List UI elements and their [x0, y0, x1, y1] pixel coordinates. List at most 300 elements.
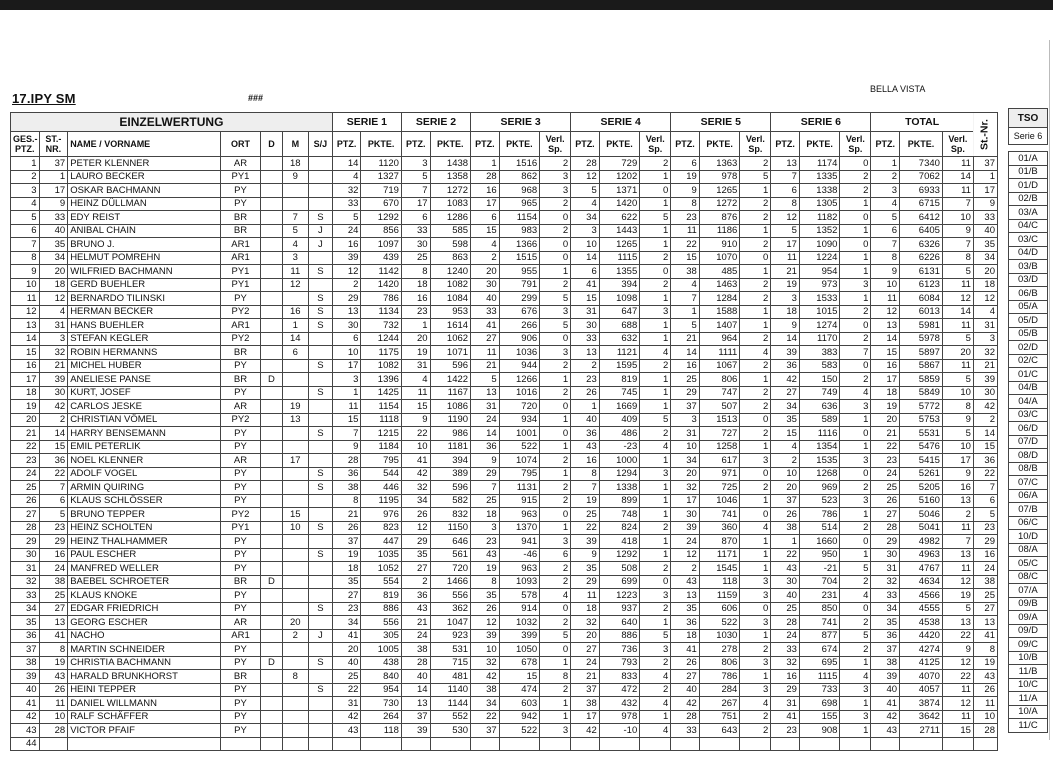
s4-pkte-cell: 418 [599, 535, 640, 549]
ort-cell: PY [220, 562, 261, 576]
s4-pkte-cell: 1265 [599, 238, 640, 252]
s5-ptz-cell: 25 [671, 373, 700, 387]
s3-verl-cell: 2 [540, 616, 571, 630]
start-no-cell: 1 [39, 170, 68, 184]
rank-cell: 30 [11, 548, 40, 562]
s5-pkte-cell: 617 [699, 454, 740, 468]
s3-ptz-cell: 21 [471, 359, 500, 373]
s5-ptz-cell: 19 [671, 170, 700, 184]
tso-cell: 07/D [1009, 435, 1048, 449]
sj-header: S/J [308, 132, 332, 157]
ort-cell: PY1 [220, 278, 261, 292]
table-row [11, 440, 998, 454]
s3-ptz-cell: 1 [471, 157, 500, 171]
ort-cell: PY [220, 697, 261, 711]
s4-ptz-cell: 42 [571, 724, 600, 738]
s1-pkte-cell: 819 [361, 589, 402, 603]
total-pkte-cell: 6715 [900, 197, 943, 211]
table-row [11, 562, 998, 576]
total-ptz-cell: 5 [871, 211, 900, 225]
s6-ptz-cell: 29 [771, 683, 800, 697]
d-cell [261, 278, 282, 292]
tso-body [1009, 145, 1048, 733]
s4-ptz-cell: 27 [571, 643, 600, 657]
m-cell: 16 [282, 305, 308, 319]
s5-ptz-cell: 8 [671, 197, 700, 211]
total-verl-cell: 5 [942, 427, 973, 441]
s5-pkte-cell: 1545 [699, 562, 740, 576]
sj-cell [308, 251, 332, 265]
s1-pkte-cell: 886 [361, 602, 402, 616]
s1-pkte-cell: 976 [361, 508, 402, 522]
ort-cell: AR [220, 616, 261, 630]
s1-ptz-cell: 30 [332, 319, 361, 333]
s3-pkte-cell: 522 [499, 724, 540, 738]
total-pkte-cell: 4125 [900, 656, 943, 670]
total-ptz-cell: 32 [871, 575, 900, 589]
total-ptz-cell: 14 [871, 332, 900, 346]
event-code: ### [248, 93, 264, 103]
s3-verl-cell: 1 [540, 521, 571, 535]
s2-pkte-cell: 582 [430, 494, 471, 508]
s4-verl-cell: 1 [640, 332, 671, 346]
start-no-cell: 21 [39, 359, 68, 373]
s3-pkte-cell: 944 [499, 359, 540, 373]
m-cell: 19 [282, 400, 308, 414]
s5-pkte-cell: 964 [699, 332, 740, 346]
d-cell [261, 589, 282, 603]
s3-pkte-cell: 963 [499, 508, 540, 522]
s2-ptz-cell: 8 [401, 265, 430, 279]
s3-ptz-cell: 2 [471, 251, 500, 265]
start-no-cell: 15 [39, 440, 68, 454]
name-cell: LAURO BECKER [68, 170, 221, 184]
s5-verl-cell: 1 [740, 373, 771, 387]
sj-cell [308, 400, 332, 414]
name-cell: CARLOS JESKE [68, 400, 221, 414]
s4-ptz-header: PTZ. [571, 132, 600, 157]
rank-cell: 23 [11, 454, 40, 468]
s3-pkte-cell: 1266 [499, 373, 540, 387]
sj-cell [308, 697, 332, 711]
total-pkte-cell: 6013 [900, 305, 943, 319]
s6-ptz-cell: 28 [771, 616, 800, 630]
s1-ptz-cell: 35 [332, 575, 361, 589]
start-no-cell: 3 [39, 332, 68, 346]
d-cell [261, 724, 282, 738]
s3-pkte-cell: 1001 [499, 427, 540, 441]
s1-ptz-cell: 15 [332, 413, 361, 427]
total-verl-cell: 10 [942, 211, 973, 225]
stnr-cell: 5 [973, 508, 997, 522]
s4-verl-cell: 1 [640, 238, 671, 252]
s3-pkte-cell: 1515 [499, 251, 540, 265]
s5-verl-cell: 1 [740, 265, 771, 279]
rank-cell: 37 [11, 643, 40, 657]
s6-ptz-cell: 8 [771, 197, 800, 211]
s5-pkte-cell [699, 737, 740, 751]
d-cell [261, 521, 282, 535]
stnr-cell: 22 [973, 467, 997, 481]
s2-ptz-cell: 11 [401, 386, 430, 400]
s5-ptz-cell: 38 [671, 265, 700, 279]
s6-pkte-header: PKTE. [799, 132, 840, 157]
s5-verl-cell: 2 [740, 643, 771, 657]
name-cell: OSKAR BACHMANN [68, 184, 221, 198]
table-row [11, 521, 998, 535]
s4-pkte-cell: 394 [599, 278, 640, 292]
s1-pkte-cell: 795 [361, 454, 402, 468]
table-row [11, 224, 998, 238]
s6-verl-cell: 2 [840, 616, 871, 630]
s3-verl-cell: 1 [540, 440, 571, 454]
s4-ptz-cell: 32 [571, 616, 600, 630]
s4-verl-cell: 1 [640, 386, 671, 400]
s2-pkte-header: PKTE. [430, 132, 471, 157]
s3-pkte-cell: 955 [499, 265, 540, 279]
start-no-cell: 10 [39, 710, 68, 724]
s5-ptz-cell: 21 [671, 332, 700, 346]
s1-ptz-cell: 21 [332, 508, 361, 522]
s6-pkte-cell: 741 [799, 616, 840, 630]
s1-pkte-cell: 447 [361, 535, 402, 549]
name-cell: EDY REIST [68, 211, 221, 225]
ort-cell: AR [220, 454, 261, 468]
s4-pkte-cell: 833 [599, 670, 640, 684]
s5-verl-cell: 4 [740, 697, 771, 711]
event-venue: BELLA VISTA [870, 84, 926, 94]
s5-pkte-cell: 1265 [699, 184, 740, 198]
sj-cell: J [308, 224, 332, 238]
name-cell: ARMIN QUIRING [68, 481, 221, 495]
d-cell [261, 535, 282, 549]
s4-ptz-cell: 12 [571, 170, 600, 184]
d-cell [261, 346, 282, 360]
s6-pkte-cell: 908 [799, 724, 840, 738]
s6-verl-cell: 1 [840, 508, 871, 522]
total-ptz-cell: 42 [871, 710, 900, 724]
name-cell: HEINI TEPPER [68, 683, 221, 697]
name-cell: HEINZ DÜLLMAN [68, 197, 221, 211]
ort-cell: PY [220, 427, 261, 441]
s3-verl-cell: 1 [540, 656, 571, 670]
total-pkte-cell: 6226 [900, 251, 943, 265]
s5-ptz-cell: 34 [671, 454, 700, 468]
s4-ptz-cell: 6 [571, 265, 600, 279]
m-cell: 13 [282, 413, 308, 427]
m-cell: 4 [282, 238, 308, 252]
s4-verl-cell: 1 [640, 548, 671, 562]
m-cell: 9 [282, 170, 308, 184]
m-cell: 10 [282, 521, 308, 535]
rank-cell: 8 [11, 251, 40, 265]
s6-pkte-cell: 1116 [799, 427, 840, 441]
total-ptz-cell: 10 [871, 278, 900, 292]
s5-pkte-cell: 1171 [699, 548, 740, 562]
stnr-cell: 32 [973, 346, 997, 360]
s4-pkte-cell: 508 [599, 562, 640, 576]
s3-verl-cell: 2 [540, 359, 571, 373]
s4-verl-cell: 2 [640, 562, 671, 576]
s1-pkte-cell: 1035 [361, 548, 402, 562]
ort-cell: PY [220, 535, 261, 549]
s6-ptz-cell: 20 [771, 481, 800, 495]
table-row [11, 589, 998, 603]
start-no-cell: 28 [39, 724, 68, 738]
total-pkte-cell: 4566 [900, 589, 943, 603]
s5-verl-cell: 2 [740, 197, 771, 211]
total-ptz-cell: 3 [871, 184, 900, 198]
s5-ptz-cell: 18 [671, 629, 700, 643]
s5-verl-cell: 1 [740, 319, 771, 333]
name-cell: HERMAN BECKER [68, 305, 221, 319]
s4-pkte-cell: 1371 [599, 184, 640, 198]
s5-pkte-cell: 1513 [699, 413, 740, 427]
total-pkte-cell: 4767 [900, 562, 943, 576]
sj-cell [308, 535, 332, 549]
s4-pkte-cell: 1595 [599, 359, 640, 373]
s4-verl-cell: 1 [640, 454, 671, 468]
ort-cell: PY [220, 440, 261, 454]
s6-ptz-cell [771, 737, 800, 751]
s4-ptz-cell: 37 [571, 683, 600, 697]
s6-verl-cell: 1 [840, 251, 871, 265]
ort-cell: PY1 [220, 170, 261, 184]
sj-cell: S [308, 292, 332, 306]
s2-ptz-cell: 18 [401, 278, 430, 292]
tso-cell: 04/A [1009, 395, 1048, 409]
s3-pkte-cell [499, 737, 540, 751]
s3-ptz-cell: 40 [471, 292, 500, 306]
tso-cell: 02/C [1009, 354, 1048, 368]
stnr-cell: 42 [973, 400, 997, 414]
stnr-cell: 18 [973, 278, 997, 292]
s5-verl-cell [740, 737, 771, 751]
start-no-cell: 17 [39, 184, 68, 198]
total-pkte-cell: 5531 [900, 427, 943, 441]
total-pkte-cell: 6131 [900, 265, 943, 279]
s1-pkte-cell: 730 [361, 697, 402, 711]
rank-cell: 31 [11, 562, 40, 576]
total-verl-cell: 14 [942, 305, 973, 319]
sj-cell [308, 157, 332, 171]
sj-cell: J [308, 238, 332, 252]
s1-pkte-cell: 1134 [361, 305, 402, 319]
name-cell: HEINZ THALHAMMER [68, 535, 221, 549]
s3-pkte-cell: 678 [499, 656, 540, 670]
table-row [11, 467, 998, 481]
d-cell [261, 211, 282, 225]
s3-verl-cell: 2 [540, 494, 571, 508]
s1-ptz-cell: 40 [332, 656, 361, 670]
tso-cell: 02/B [1009, 192, 1048, 206]
s6-pkte-cell: 973 [799, 278, 840, 292]
start-no-cell: 20 [39, 265, 68, 279]
s1-ptz-cell: 22 [332, 683, 361, 697]
s3-ptz-header: PTZ. [471, 132, 500, 157]
total-ptz-cell: 26 [871, 494, 900, 508]
sj-cell [308, 278, 332, 292]
total-pkte-cell: 5978 [900, 332, 943, 346]
total-ptz-cell: 8 [871, 251, 900, 265]
s6-pkte-cell: 1535 [799, 454, 840, 468]
s3-pkte-cell: 968 [499, 184, 540, 198]
s6-ptz-cell: 10 [771, 467, 800, 481]
s2-pkte-cell: 389 [430, 467, 471, 481]
s1-pkte-cell: 1244 [361, 332, 402, 346]
s1-ptz-cell: 31 [332, 697, 361, 711]
s1-ptz-header: PTZ. [332, 132, 361, 157]
rank-cell: 26 [11, 494, 40, 508]
s1-pkte-cell: 264 [361, 710, 402, 724]
s2-pkte-cell: 1150 [430, 521, 471, 535]
s4-pkte-header: PKTE. [599, 132, 640, 157]
s5-pkte-cell: 1407 [699, 319, 740, 333]
s4-pkte-cell: 729 [599, 157, 640, 171]
s5-verl-cell: 1 [740, 440, 771, 454]
m-cell: 3 [282, 251, 308, 265]
s6-verl-cell: 3 [840, 710, 871, 724]
sj-cell [308, 413, 332, 427]
total-ptz-cell: 36 [871, 629, 900, 643]
s6-pkte-cell: 1305 [799, 197, 840, 211]
s2-pkte-cell: 1082 [430, 278, 471, 292]
s1-ptz-cell: 34 [332, 616, 361, 630]
total-ptz-cell: 22 [871, 440, 900, 454]
s6-ptz-cell: 9 [771, 319, 800, 333]
s2-pkte-cell: 1358 [430, 170, 471, 184]
s5-ptz-cell: 22 [671, 238, 700, 252]
s5-verl-cell: 1 [740, 629, 771, 643]
d-cell [261, 292, 282, 306]
s6-pkte-cell: 155 [799, 710, 840, 724]
s2-pkte-cell: 986 [430, 427, 471, 441]
rank-cell: 2 [11, 170, 40, 184]
s4-verl-cell: 0 [640, 184, 671, 198]
s3-ptz-cell: 22 [471, 710, 500, 724]
d-cell [261, 643, 282, 657]
s4-verl-cell: 2 [640, 157, 671, 171]
sj-cell [308, 562, 332, 576]
s1-ptz-cell: 24 [332, 224, 361, 238]
total-pkte-cell: 5897 [900, 346, 943, 360]
name-cell: BAEBEL SCHROETER [68, 575, 221, 589]
s5-pkte-cell: 1046 [699, 494, 740, 508]
s2-pkte-cell: 531 [430, 643, 471, 657]
ort-cell: PY [220, 197, 261, 211]
s6-ptz-cell: 18 [771, 305, 800, 319]
s1-pkte-cell: 446 [361, 481, 402, 495]
stnr-header: St.-Nr. [973, 113, 997, 157]
table-row [11, 643, 998, 657]
table-row [11, 251, 998, 265]
rank-cell: 32 [11, 575, 40, 589]
start-no-cell: 43 [39, 670, 68, 684]
s3-verl-cell: 2 [540, 562, 571, 576]
s4-ptz-cell: 31 [571, 305, 600, 319]
s6-pkte-cell: 969 [799, 481, 840, 495]
s2-ptz-cell: 15 [401, 400, 430, 414]
s6-ptz-cell: 34 [771, 400, 800, 414]
m-cell: 2 [282, 629, 308, 643]
s4-ptz-cell: 4 [571, 197, 600, 211]
total-ptz-cell: 28 [871, 521, 900, 535]
s4-verl-cell: 2 [640, 602, 671, 616]
s1-ptz-cell: 9 [332, 440, 361, 454]
s1-pkte-cell: 823 [361, 521, 402, 535]
total-pkte-cell: 6412 [900, 211, 943, 225]
s4-verl-cell: 1 [640, 319, 671, 333]
s3-pkte-cell: 1370 [499, 521, 540, 535]
table-row [11, 359, 998, 373]
m-cell [282, 575, 308, 589]
s3-pkte-cell: 791 [499, 278, 540, 292]
s6-pkte-cell: 514 [799, 521, 840, 535]
m-cell: 7 [282, 211, 308, 225]
stnr-cell: 14 [973, 427, 997, 441]
s6-verl-cell: 0 [840, 157, 871, 171]
m-cell: 1 [282, 319, 308, 333]
total-verl-header: Verl. Sp. [942, 132, 973, 157]
s1-pkte-cell: 1154 [361, 400, 402, 414]
table-row [11, 481, 998, 495]
name-cell: ANELIESE PANSE [68, 373, 221, 387]
tso-cell: 05/A [1009, 300, 1048, 314]
s3-verl-cell: 2 [540, 683, 571, 697]
rank-cell: 42 [11, 710, 40, 724]
s3-pkte-cell: 1516 [499, 157, 540, 171]
stnr-cell: 40 [973, 224, 997, 238]
s5-pkte-cell: 725 [699, 481, 740, 495]
s1-ptz-cell: 25 [332, 670, 361, 684]
s1-pkte-cell: 118 [361, 724, 402, 738]
s5-verl-cell: 0 [740, 467, 771, 481]
s3-pkte-cell: 1366 [499, 238, 540, 252]
ort-cell: AR [220, 400, 261, 414]
name-cell: CHRISTIAN VÖMEL [68, 413, 221, 427]
tso-cell: 08/A [1009, 543, 1048, 557]
s4-pkte-cell: 1000 [599, 454, 640, 468]
rank-cell: 25 [11, 481, 40, 495]
s4-ptz-cell: 5 [571, 184, 600, 198]
s1-pkte-cell: 1097 [361, 238, 402, 252]
s3-ptz-cell: 4 [471, 238, 500, 252]
s6-ptz-cell: 38 [771, 521, 800, 535]
tso-cell: 07/C [1009, 476, 1048, 490]
s4-verl-cell: 5 [640, 413, 671, 427]
s6-ptz-cell: 24 [771, 629, 800, 643]
s6-verl-cell: 1 [840, 265, 871, 279]
name-cell: KLAUS SCHLÖSSER [68, 494, 221, 508]
total-verl-cell: 11 [942, 562, 973, 576]
s3-ptz-cell: 35 [471, 589, 500, 603]
m-cell [282, 697, 308, 711]
s5-verl-cell: 1 [740, 224, 771, 238]
s1-pkte-cell: 1175 [361, 346, 402, 360]
total-ptz-cell: 19 [871, 400, 900, 414]
s1-ptz-cell: 28 [332, 454, 361, 468]
s6-verl-cell: 2 [840, 575, 871, 589]
s3-verl-cell: 0 [540, 602, 571, 616]
s1-pkte-cell: 670 [361, 197, 402, 211]
s3-ptz-cell: 42 [471, 670, 500, 684]
d-cell [261, 224, 282, 238]
s5-verl-cell: 0 [740, 602, 771, 616]
sj-cell [308, 724, 332, 738]
total-ptz-cell: 13 [871, 319, 900, 333]
s3-pkte-cell: 914 [499, 602, 540, 616]
ort-cell: PY [220, 292, 261, 306]
